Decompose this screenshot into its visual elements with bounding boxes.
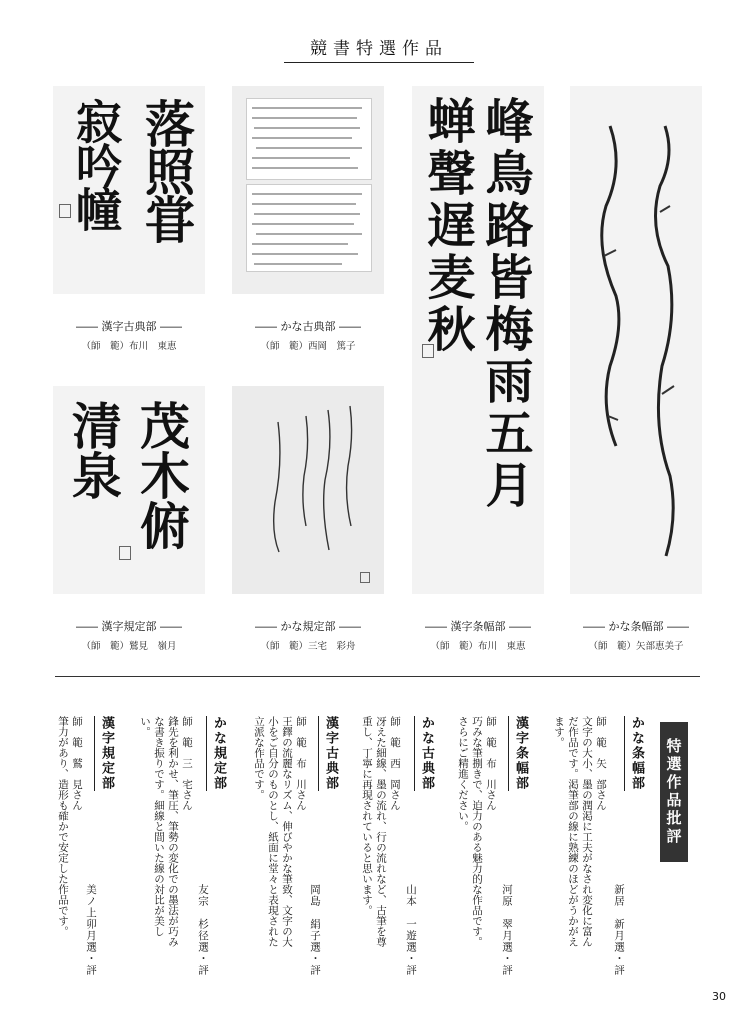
critique-head: 漢字条幅部 — [508, 716, 530, 791]
caption-section: ―― 漢字古典部 ―― — [76, 320, 182, 333]
artwork-kana-joufuku — [570, 86, 702, 594]
critique-head: かな古典部 — [414, 716, 436, 791]
seal-icon — [59, 204, 71, 218]
page-title: 競書特選作品 — [284, 34, 474, 63]
critique-signature: 美ノ上卯月選・評 — [85, 884, 97, 976]
caption-section: ―― かな古典部 ―― — [255, 320, 361, 333]
critique-head: 漢字古典部 — [318, 716, 340, 791]
divider — [55, 676, 700, 677]
critique-line: だ作品です。渇筆部の線に熟練のほどがうかがえ — [567, 716, 579, 947]
caption-section: ―― 漢字条幅部 ―― — [425, 620, 531, 633]
critique-head: かな条幅部 — [624, 716, 646, 791]
critique-line: 冴えた細線、墨の流れ、行の流れなど、古筆を尊 — [375, 716, 387, 947]
critique-teacher: 師 範 三 宅さん — [181, 716, 193, 811]
critique-line: 立派な作品です。 — [253, 716, 265, 800]
caption-teacher: （師 範）布川 東恵 — [430, 641, 526, 652]
critique-signature: 友宗 杉径選・評 — [197, 884, 209, 976]
critique-line: い。 — [139, 716, 151, 737]
critique-signature: 河原 翠月選・評 — [501, 884, 513, 976]
page-number: 30 — [712, 990, 726, 1003]
critique-teacher: 師 範 鷲 見さん — [71, 716, 83, 811]
critique-line: 巧みな筆捌きで、迫力のある魅力的な作品です。 — [471, 716, 483, 947]
caption-teacher: （師 範）布川 東恵 — [81, 341, 177, 352]
critique-line: 小をご自分のものとし、紙面に堂々と表現された — [267, 716, 279, 947]
critique-head: かな規定部 — [206, 716, 228, 791]
critique-line: 筆力があり、造形も確かで安定した作品です。 — [57, 716, 69, 937]
critique-teacher: 師 範 布 川さん — [295, 716, 307, 811]
caption-section: ―― 漢字規定部 ―― — [76, 620, 182, 633]
artwork-kana-koten — [232, 86, 384, 294]
critique-line: 王鐸の流麗なリズム、伸びやかな筆致、文字の大 — [281, 716, 293, 947]
critique-line: ます。 — [553, 716, 565, 748]
caption-teacher: （師 範）矢部恵美子 — [588, 641, 684, 652]
artwork-kanji-joufuku: 峰鳥路皆梅雨五月 蝉聲遅麦秋 — [412, 86, 544, 594]
caption-section: ―― かな条幅部 ―― — [583, 620, 689, 633]
critique-teacher: 師 範 西 岡さん — [389, 716, 401, 811]
critique-head: 漢字規定部 — [94, 716, 116, 791]
critique-line: 文字の大小、墨の潤渇に工夫がなされ変化に富ん — [581, 716, 593, 947]
caption-teacher: （師 範）三宅 彩舟 — [260, 641, 356, 652]
seal-icon — [360, 572, 370, 583]
caption-teacher: （師 範）鷲見 嶺月 — [81, 641, 177, 652]
critique-signature: 山本 一遊選・評 — [405, 884, 417, 976]
artwork-kana-kitei — [232, 386, 384, 594]
seal-icon — [119, 546, 131, 560]
critique-teacher: 師 範 矢 部さん — [595, 716, 607, 811]
artwork-kanji-kitei: 茂木俯 清泉 — [53, 386, 205, 594]
caption-teacher: （師 範）西岡 篤子 — [260, 341, 356, 352]
critique-teacher: 師 範 布 川さん — [485, 716, 497, 811]
caption-section: ―― かな規定部 ―― — [255, 620, 361, 633]
critique-line: な書き振りです。細線と間いた線の対比が美し — [153, 716, 165, 937]
critique-badge: 特選作品批評 — [660, 722, 688, 862]
critique-line: 重し、丁寧に再現されていると思います。 — [361, 716, 373, 916]
critique-line: さらにご精進ください。 — [457, 716, 469, 832]
critique-line: 鋒先を利かせ、筆圧、筆勢の変化での墨法が巧み — [167, 716, 179, 947]
artwork-kanji-koten: 落照甞 寂吟幢 — [53, 86, 205, 294]
critique-signature: 岡島 絹子選・評 — [309, 884, 321, 976]
critique-signature: 新居 新月選・評 — [613, 884, 625, 976]
seal-icon — [422, 344, 434, 358]
